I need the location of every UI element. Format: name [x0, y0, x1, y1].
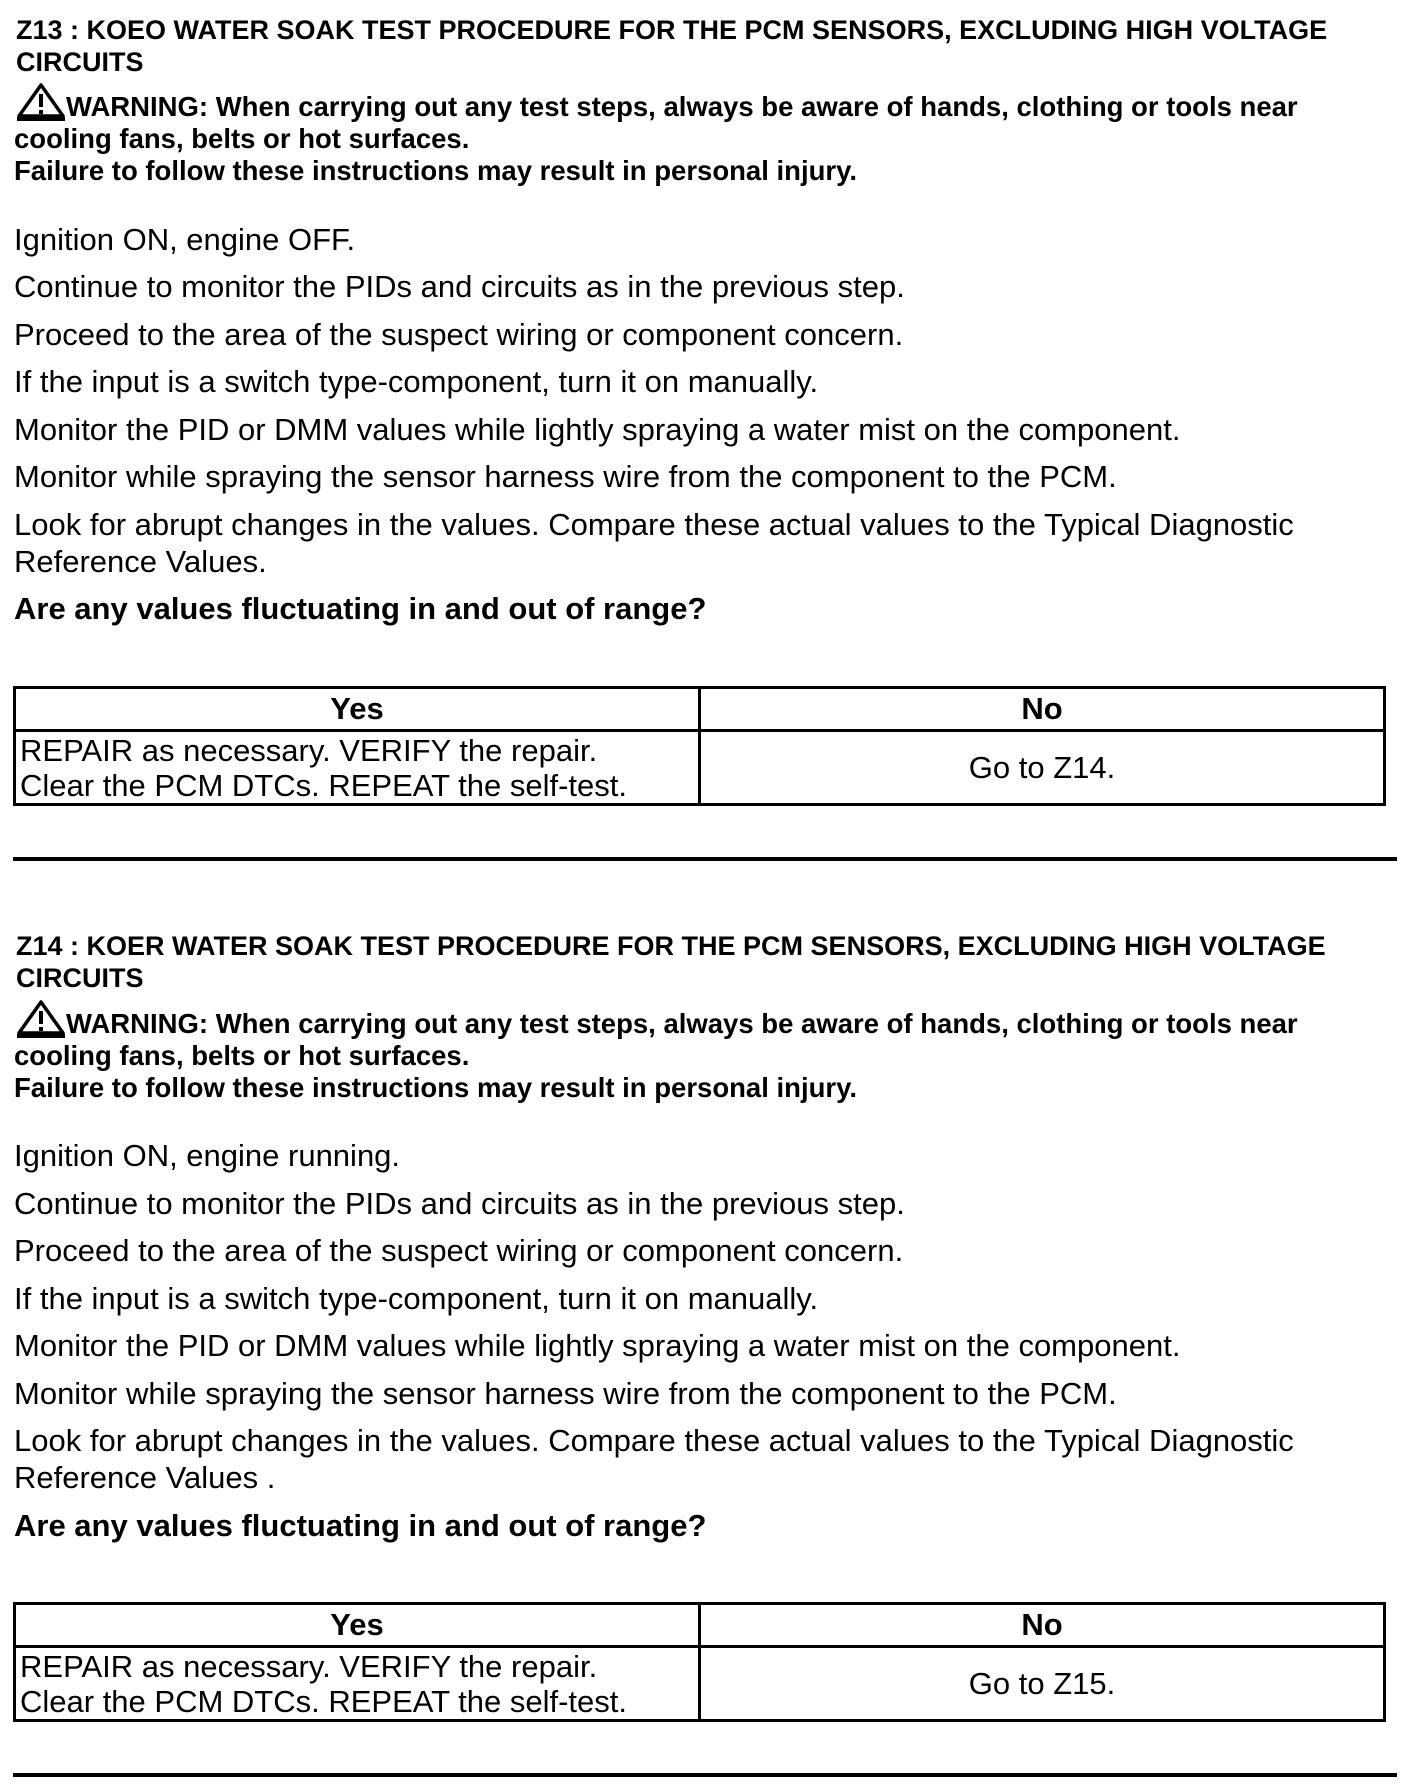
- yes-header: Yes: [15, 688, 700, 731]
- yes-action-cell: [15, 731, 700, 805]
- section-divider: [13, 1773, 1397, 1777]
- step-1: Ignition ON, engine running.: [14, 1138, 401, 1173]
- warning-block: [14, 999, 1399, 1104]
- question: Are any values fluctuating in and out of range?: [14, 1508, 707, 1543]
- yes-action-line-2: Clear the PCM DTCs. REPEAT the self-test.: [20, 1683, 627, 1719]
- step-6: Monitor while spraying the sensor harness wire from the component to the PCM.: [14, 459, 1117, 494]
- step-7: Look for abrupt changes in the values. Compare these actual values to the Typical Diagnostic Reference Values .: [14, 1423, 1294, 1495]
- answer-table: [13, 686, 1386, 806]
- step-5: Monitor the PID or DMM values while lightly spraying a water mist on the component.: [14, 412, 1181, 447]
- warning-consequence: Failure to follow these instructions may result in personal injury.: [14, 1072, 857, 1103]
- warning-triangle-icon: [16, 999, 66, 1039]
- step-7: Look for abrupt changes in the values. Compare these actual values to the Typical Diagnostic Reference Values.: [14, 507, 1294, 579]
- section-title: Z13 : KOEO WATER SOAK TEST PROCEDURE FOR THE PCM SENSORS, EXCLUDING HIGH VOLTAGE CIRCUITS: [16, 15, 1328, 77]
- step-2: Continue to monitor the PIDs and circuits as in the previous step.: [14, 269, 905, 304]
- warning-block: [14, 82, 1399, 187]
- warning-text: WARNING: When carrying out any test steps, always be aware of hands, clothing or tools near cooling fans, belts or hot surfaces.: [14, 91, 1298, 154]
- yes-action-line-1: REPAIR as necessary. VERIFY the repair.: [20, 1648, 598, 1684]
- yes-header: Yes: [15, 1604, 700, 1647]
- step-4: If the input is a switch type-component, turn it on manually.: [14, 1281, 819, 1316]
- section-divider: [13, 857, 1397, 861]
- warning-triangle-icon: [16, 82, 66, 122]
- yes-action-cell: [15, 1647, 700, 1721]
- step-6: Monitor while spraying the sensor harness wire from the component to the PCM.: [14, 1376, 1117, 1411]
- step-4: If the input is a switch type-component, turn it on manually.: [14, 364, 819, 399]
- yes-action-line-2: Clear the PCM DTCs. REPEAT the self-test.: [20, 767, 627, 803]
- step-5: Monitor the PID or DMM values while lightly spraying a water mist on the component.: [14, 1328, 1181, 1363]
- section-title: Z14 : KOER WATER SOAK TEST PROCEDURE FOR THE PCM SENSORS, EXCLUDING HIGH VOLTAGE CIRCUITS: [16, 931, 1326, 993]
- step-2: Continue to monitor the PIDs and circuits as in the previous step.: [14, 1186, 905, 1221]
- no-action-cell: Go to Z15.: [700, 1647, 1385, 1721]
- warning-consequence: Failure to follow these instructions may result in personal injury.: [14, 155, 857, 186]
- question: Are any values fluctuating in and out of range?: [14, 591, 707, 626]
- no-header: No: [700, 1604, 1385, 1647]
- step-3: Proceed to the area of the suspect wiring or component concern.: [14, 1233, 904, 1268]
- table-row: [15, 1647, 1385, 1721]
- step-3: Proceed to the area of the suspect wiring or component concern.: [14, 317, 904, 352]
- no-action-cell: Go to Z14.: [700, 731, 1385, 805]
- step-1: Ignition ON, engine OFF.: [14, 222, 356, 257]
- answer-table: [13, 1602, 1386, 1722]
- table-row: [15, 731, 1385, 805]
- table-header-row: [15, 1604, 1385, 1647]
- warning-text: WARNING: When carrying out any test steps, always be aware of hands, clothing or tools near cooling fans, belts or hot surfaces.: [14, 1008, 1298, 1071]
- table-header-row: [15, 688, 1385, 731]
- no-header: No: [700, 688, 1385, 731]
- yes-action-line-1: REPAIR as necessary. VERIFY the repair.: [20, 732, 598, 768]
